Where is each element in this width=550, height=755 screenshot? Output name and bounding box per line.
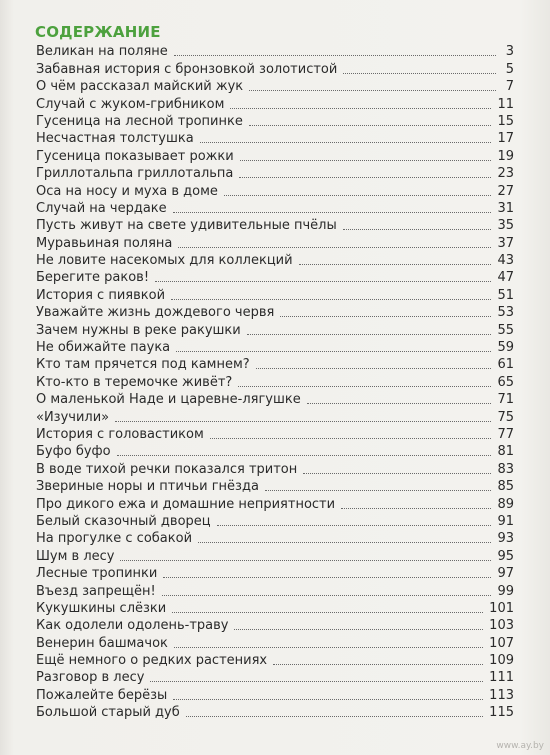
dot-leader [178, 247, 491, 248]
toc-entry [36, 442, 514, 459]
toc-entry [36, 477, 514, 494]
toc-entry-page: 103 [489, 618, 514, 634]
dot-leader [265, 490, 492, 491]
dot-leader [299, 264, 492, 265]
toc-entry-title: Случай с жуком-грибником [36, 96, 225, 112]
toc-entry-page: 93 [497, 531, 514, 547]
toc-entry-title: Гусеница на лесной тропинке [36, 113, 243, 129]
toc-entry-title: Как одолели одолень-траву [36, 618, 229, 634]
toc-entry [36, 199, 514, 216]
toc-entry-page: 59 [497, 340, 514, 356]
toc-entry-page: 51 [497, 287, 514, 303]
toc-entry-page: 27 [497, 183, 514, 199]
toc-entry-title: Несчастная толстушка [36, 131, 194, 147]
dot-leader [198, 542, 491, 543]
dot-leader [341, 508, 491, 509]
toc-entry [36, 285, 514, 302]
toc-entry-page: 53 [497, 305, 514, 321]
toc-entry-page: 7 [505, 79, 514, 95]
dot-leader [238, 386, 491, 387]
toc-entry-title: Кто-кто в теремочке живёт? [36, 374, 233, 390]
dot-leader [343, 73, 496, 74]
toc-entry-page: 5 [505, 61, 514, 77]
toc-entry-page: 99 [497, 583, 514, 599]
dot-leader [174, 647, 483, 648]
toc-entry-title: Не ловите насекомых для коллекций [36, 253, 293, 269]
dot-leader [210, 438, 492, 439]
dot-leader [256, 368, 492, 369]
toc-heading: СОДЕРЖАНИЕ [35, 23, 161, 41]
toc-entry-page: 83 [497, 461, 514, 477]
toc-entry [36, 633, 514, 650]
toc-entry-page: 101 [489, 600, 514, 616]
toc-entry-title: Оса на носу и муха в доме [36, 183, 218, 199]
toc-entry-page: 17 [497, 131, 514, 147]
toc-entry-title: Про дикого ежа и домашние неприятности [36, 496, 336, 512]
toc-entry [36, 703, 514, 720]
toc-entry-page: 43 [497, 253, 514, 269]
toc-entry [36, 651, 514, 668]
dot-leader [176, 351, 491, 352]
toc-entry-page: 107 [489, 635, 514, 651]
toc-entry-page: 77 [497, 426, 514, 442]
toc-entry-title: Великан на поляне [36, 44, 168, 60]
toc-entry [36, 320, 514, 337]
toc-entry-title: «Изучили» [36, 409, 110, 425]
toc-entry [36, 94, 514, 111]
toc-entry-page: 89 [497, 496, 514, 512]
toc-entry [36, 216, 514, 233]
toc-entry-title: Зачем нужны в реке ракушки [36, 322, 241, 338]
dot-leader [234, 629, 483, 630]
toc-entry-page: 97 [497, 566, 514, 582]
toc-entry-title: Пусть живут на свете удивительные пчёлы [36, 218, 337, 234]
toc-entry-title: Пожалейте берёзы [36, 687, 168, 703]
toc-entry-title: Забавная история с бронзовкой золотистой [36, 61, 338, 77]
toc-entry-title: Не обижайте паука [36, 340, 171, 356]
dot-leader [186, 716, 483, 717]
toc-entry [36, 303, 514, 320]
dot-leader [172, 612, 483, 613]
toc-entry-title: Лесные тропинки [36, 566, 158, 582]
dot-leader [240, 160, 492, 161]
toc-entry-page: 23 [497, 166, 514, 182]
toc-entry-page: 35 [497, 218, 514, 234]
toc-entry-page: 115 [489, 705, 514, 721]
dot-leader [200, 142, 492, 143]
toc-entry-page: 81 [497, 444, 514, 460]
toc-entry [36, 355, 514, 372]
toc-entry [36, 581, 514, 598]
toc-entry-title: Берегите раков! [36, 270, 150, 286]
toc-entry-title: Гусеница показывает рожки [36, 148, 234, 164]
toc-entry-title: О чём рассказал майский жук [36, 79, 244, 95]
toc-entry-title: Ещё немного о редких растениях [36, 653, 268, 669]
toc-entry [36, 181, 514, 198]
toc-entry [36, 251, 514, 268]
dot-leader [150, 681, 483, 682]
toc-entry-title: История с пиявкой [36, 287, 166, 303]
toc-entry [36, 616, 514, 633]
toc-entry-title: Въезд запрещён! [36, 583, 156, 599]
toc-entry-page: 37 [497, 235, 514, 251]
toc-entry [36, 372, 514, 389]
toc-entry [36, 233, 514, 250]
toc-entry-title: В воде тихой речки показался тритон [36, 461, 298, 477]
toc-entry-title: Гриллотальпа гриллотальпа [36, 166, 234, 182]
toc-entry-title: О маленькой Наде и царевне-лягушке [36, 392, 301, 408]
dot-leader [273, 664, 483, 665]
toc-entry-page: 91 [497, 513, 514, 529]
toc-entry-title: Муравьиная поляна [36, 235, 173, 251]
toc-entry [36, 164, 514, 181]
toc-entry [36, 685, 514, 702]
toc-entry-title: История с головастиком [36, 426, 204, 442]
toc-entry-title: Уважайте жизнь дождевого червя [36, 305, 275, 321]
toc-entry-page: 31 [497, 200, 514, 216]
toc-entry [36, 390, 514, 407]
toc-entry-page: 55 [497, 322, 514, 338]
toc-entry-page: 15 [497, 113, 514, 129]
dot-leader [230, 108, 491, 109]
dot-leader [155, 281, 491, 282]
dot-leader [224, 195, 492, 196]
toc-entry-title: Большой старый дуб [36, 705, 180, 721]
dot-leader [343, 229, 492, 230]
toc-entry-page: 71 [497, 392, 514, 408]
toc-entry [36, 338, 514, 355]
toc-entry-page: 109 [489, 653, 514, 669]
toc-entry-title: Разговор в лесу [36, 670, 145, 686]
table-of-contents [36, 42, 514, 720]
dot-leader [163, 577, 491, 578]
dot-leader [120, 560, 491, 561]
toc-entry-page: 75 [497, 409, 514, 425]
dot-leader [217, 525, 492, 526]
dot-leader [162, 595, 492, 596]
toc-entry-page: 3 [505, 44, 514, 60]
toc-entry [36, 146, 514, 163]
toc-entry-page: 85 [497, 479, 514, 495]
toc-entry [36, 59, 514, 76]
dot-leader [115, 421, 491, 422]
toc-entry-page: 47 [497, 270, 514, 286]
toc-entry-title: Кто там прячется под камнем? [36, 357, 250, 373]
dot-leader [174, 55, 496, 56]
toc-entry [36, 564, 514, 581]
toc-entry-title: На прогулке с собакой [36, 531, 193, 547]
toc-entry-title: Кукушкины слёзки [36, 600, 167, 616]
toc-entry-page: 111 [489, 670, 514, 686]
toc-entry-title: Венерин башмачок [36, 635, 168, 651]
toc-entry [36, 268, 514, 285]
toc-entry-title: Шум в лесу [36, 548, 115, 564]
dot-leader [171, 299, 491, 300]
toc-entry-page: 61 [497, 357, 514, 373]
toc-entry-page: 19 [497, 148, 514, 164]
dot-leader [303, 473, 491, 474]
dot-leader [280, 316, 491, 317]
toc-entry-title: Белый сказочный дворец [36, 513, 211, 529]
toc-entry-page: 113 [489, 687, 514, 703]
dot-leader [117, 455, 492, 456]
toc-entry [36, 668, 514, 685]
toc-entry-page: 95 [497, 548, 514, 564]
toc-entry-page: 65 [497, 374, 514, 390]
dot-leader [239, 177, 491, 178]
toc-entry-title: Буфо буфо [36, 444, 111, 460]
dot-leader [249, 125, 492, 126]
toc-entry-title: Случай на чердаке [36, 200, 167, 216]
dot-leader [247, 334, 492, 335]
toc-entry [36, 42, 514, 59]
toc-entry [36, 529, 514, 546]
watermark: www.ay.by [496, 741, 544, 751]
toc-entry [36, 129, 514, 146]
toc-entry [36, 112, 514, 129]
toc-entry [36, 494, 514, 511]
toc-entry [36, 459, 514, 476]
dot-leader [307, 403, 492, 404]
toc-entry [36, 425, 514, 442]
dot-leader [173, 699, 483, 700]
toc-entry [36, 77, 514, 94]
toc-entry [36, 546, 514, 563]
toc-entry-page: 11 [497, 96, 514, 112]
toc-entry [36, 512, 514, 529]
dot-leader [249, 90, 496, 91]
toc-entry [36, 599, 514, 616]
toc-entry-title: Звериные норы и птичьи гнёзда [36, 479, 259, 495]
dot-leader [173, 212, 492, 213]
toc-entry [36, 407, 514, 424]
